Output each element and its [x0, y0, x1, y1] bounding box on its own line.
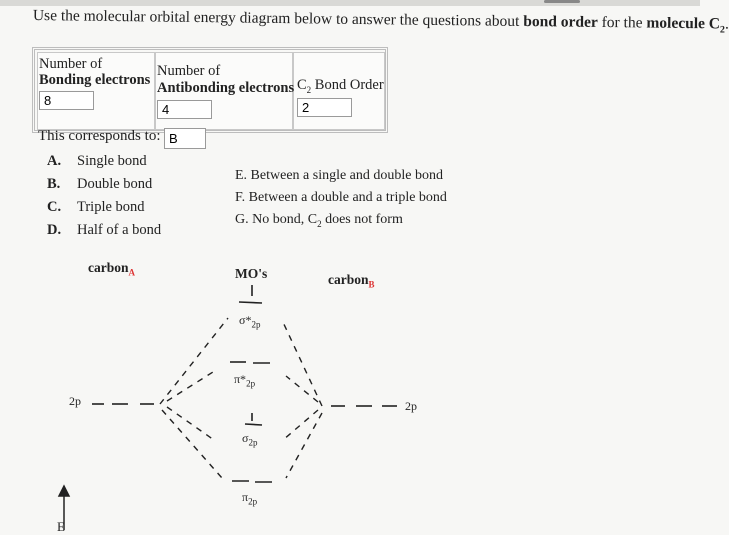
option-g: G. No bond, $C_2$ does not form [235, 212, 403, 229]
option-f: F. Between a double and a triple bond [235, 190, 447, 205]
pi-label: $\pi_{2p}$ [242, 490, 258, 507]
option-c: C. Triple bond [47, 199, 145, 215]
antibonding-header-line2: Antibonding electrons [157, 80, 295, 96]
right-2p-label: 2p [405, 399, 417, 413]
bonding-header-line2: Bonding electrons [39, 72, 151, 88]
option-e: E. Between a single and double bond [235, 168, 444, 183]
option-d: D. Half of a bond [47, 222, 162, 238]
option-a: A. Single bond [47, 153, 147, 169]
sigma-2p-orbital[interactable] [245, 424, 262, 425]
pi-star-label: $\pi*_{2p}$ [234, 372, 256, 389]
corresponds-label: This corresponds to: [38, 128, 161, 144]
sigma-star-2p-orbital[interactable] [239, 302, 262, 303]
mos-label: MO's [235, 266, 268, 281]
sigma-star-label: $\sigma*_{2p}$ [239, 313, 261, 330]
left-2p-label: 2p [69, 394, 81, 408]
correlation-lines [160, 318, 322, 478]
sigma-label: $\sigma_{2p}$ [242, 431, 258, 448]
bond-order-header: $C_2$ Bond Order [297, 77, 384, 95]
question-prompt: Use the molecular orbital energy diagram below to answer the questions about bond order for the molecule $C_2$. [32, 7, 729, 36]
carbon-b-label: carbon$_B$ [328, 272, 375, 290]
carbon-a-label: carbon$_A$ [88, 260, 135, 278]
option-b: B. Double bond [47, 176, 153, 192]
bonding-header-line1: Number of [39, 56, 103, 72]
antibonding-header-line1: Number of [157, 63, 221, 79]
energy-axis-label: E [57, 519, 65, 534]
